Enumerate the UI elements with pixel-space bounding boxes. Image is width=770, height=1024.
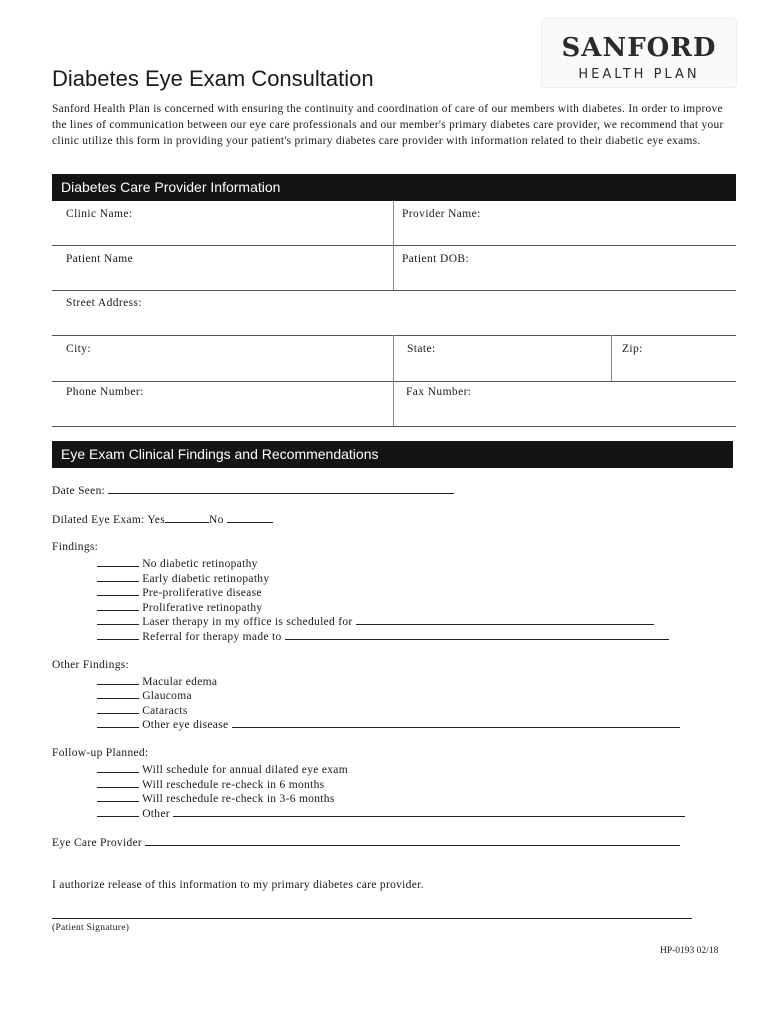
dilated-no-label: No: [208, 514, 224, 526]
sanford-logo: [541, 18, 737, 88]
finding-checkbox-line[interactable]: [97, 600, 139, 611]
finding-checkbox-line[interactable]: [97, 571, 139, 582]
other-eye-disease-field[interactable]: [232, 717, 680, 728]
followup-item: [97, 791, 335, 805]
patient-name-label: Patient Name: [66, 253, 134, 265]
finding-checkbox-line[interactable]: [97, 674, 139, 685]
other-finding-item: [97, 688, 192, 702]
patient-dob-label: Patient DOB:: [402, 253, 470, 265]
divider: [52, 426, 736, 427]
dilated-exam-row: [52, 512, 273, 526]
finding-item-label: No diabetic retinopathy: [142, 558, 258, 570]
finding-checkbox-line[interactable]: [97, 556, 139, 567]
finding-item-label: Laser therapy in my office is scheduled for: [142, 616, 353, 628]
other-finding-item: [97, 717, 680, 731]
patient-signature-label: (Patient Signature): [52, 923, 130, 933]
finding-item-label: Proliferative retinopathy: [142, 602, 263, 614]
finding-item: [97, 614, 654, 628]
finding-item: [97, 556, 258, 570]
other-finding-label: Glaucoma: [142, 690, 192, 702]
eye-care-provider-label: Eye Care Provider: [52, 837, 143, 849]
authorization-statement: I authorize release of this information to my primary diabetes care provider.: [52, 879, 424, 891]
logo-sub-text: HEALTH PLAN: [578, 67, 700, 82]
finding-checkbox-line[interactable]: [97, 629, 139, 640]
followup-item-label: Will reschedule re-check in 6 months: [141, 779, 325, 791]
divider: [393, 245, 394, 290]
city-label: City:: [66, 343, 92, 355]
other-finding-item: [97, 703, 188, 717]
laser-therapy-date-field[interactable]: [356, 614, 654, 625]
divider: [611, 335, 612, 381]
dilated-no-field[interactable]: [227, 512, 273, 523]
finding-item: [97, 585, 262, 599]
followup-item: [97, 777, 324, 791]
form-code: HP-0193 02/18: [660, 946, 719, 956]
followup-label: Follow-up Planned:: [52, 747, 149, 759]
other-finding-item: [97, 674, 217, 688]
followup-item: [97, 762, 348, 776]
divider: [52, 381, 736, 382]
finding-checkbox-line[interactable]: [97, 614, 139, 625]
eye-care-provider-field[interactable]: [145, 835, 680, 846]
finding-item-label: Early diabetic retinopathy: [142, 573, 270, 585]
dilated-yes-label: Dilated Eye Exam: Yes: [52, 514, 165, 526]
street-address-label: Street Address:: [66, 297, 142, 309]
finding-item: [97, 600, 262, 614]
other-finding-label: Other eye disease: [142, 719, 229, 731]
referral-field[interactable]: [285, 629, 669, 640]
dilated-yes-field[interactable]: [165, 512, 209, 523]
other-finding-label: Cataracts: [142, 705, 188, 717]
state-label: State:: [407, 343, 436, 355]
finding-checkbox-line[interactable]: [97, 688, 139, 699]
finding-checkbox-line[interactable]: [97, 703, 139, 714]
finding-item: [97, 629, 669, 643]
finding-item: [97, 571, 269, 585]
finding-item-label: Pre-proliferative disease: [142, 587, 262, 599]
zip-label: Zip:: [622, 343, 643, 355]
divider: [52, 335, 736, 336]
followup-checkbox-line[interactable]: [97, 806, 139, 817]
findings-label: Findings:: [52, 541, 99, 553]
divider: [52, 290, 736, 291]
page-title: Diabetes Eye Exam Consultation: [52, 66, 374, 91]
fax-number-label: Fax Number:: [406, 386, 472, 398]
date-seen-label: Date Seen:: [52, 485, 106, 497]
followup-other-field[interactable]: [173, 806, 685, 817]
eye-care-provider-row: [52, 835, 680, 849]
divider: [393, 201, 394, 245]
finding-item-label: Referral for therapy made to: [142, 631, 282, 643]
intro-paragraph: Sanford Health Plan is concerned with ensuring the continuity and coordination of care of our members with diabetes. In order to improve the lines of communication between our eye care professionals and our member's primary diabetes care provider, we recommend that your clinic utilize this form in providing your patient's primary diabetes care provider with information related to their diabetic eye exams.: [52, 103, 724, 147]
divider: [393, 335, 394, 381]
finding-checkbox-line[interactable]: [97, 585, 139, 596]
section-header-clinical-findings: Eye Exam Clinical Findings and Recommendations: [52, 441, 733, 468]
followup-item: [97, 806, 685, 820]
phone-number-label: Phone Number:: [66, 386, 144, 398]
followup-item-label: Will reschedule re-check in 3-6 months: [141, 793, 335, 805]
logo-brand-text: SANFORD: [561, 33, 717, 63]
provider-name-label: Provider Name:: [402, 208, 481, 220]
other-finding-label: Macular edema: [142, 676, 218, 688]
finding-checkbox-line[interactable]: [97, 717, 139, 728]
followup-item-label: Other: [142, 808, 170, 820]
followup-item-label: Will schedule for annual dilated eye exam: [141, 764, 348, 776]
followup-checkbox-line[interactable]: [97, 762, 139, 773]
followup-checkbox-line[interactable]: [97, 791, 139, 802]
patient-signature-field[interactable]: [52, 918, 692, 919]
other-findings-label: Other Findings:: [52, 659, 130, 671]
date-seen-field[interactable]: [108, 483, 454, 494]
clinic-name-label: Clinic Name:: [66, 208, 133, 220]
divider: [393, 381, 394, 426]
followup-checkbox-line[interactable]: [97, 777, 139, 788]
divider: [52, 245, 736, 246]
section-header-provider-info: Diabetes Care Provider Information: [52, 174, 736, 201]
date-seen-row: [52, 483, 454, 497]
